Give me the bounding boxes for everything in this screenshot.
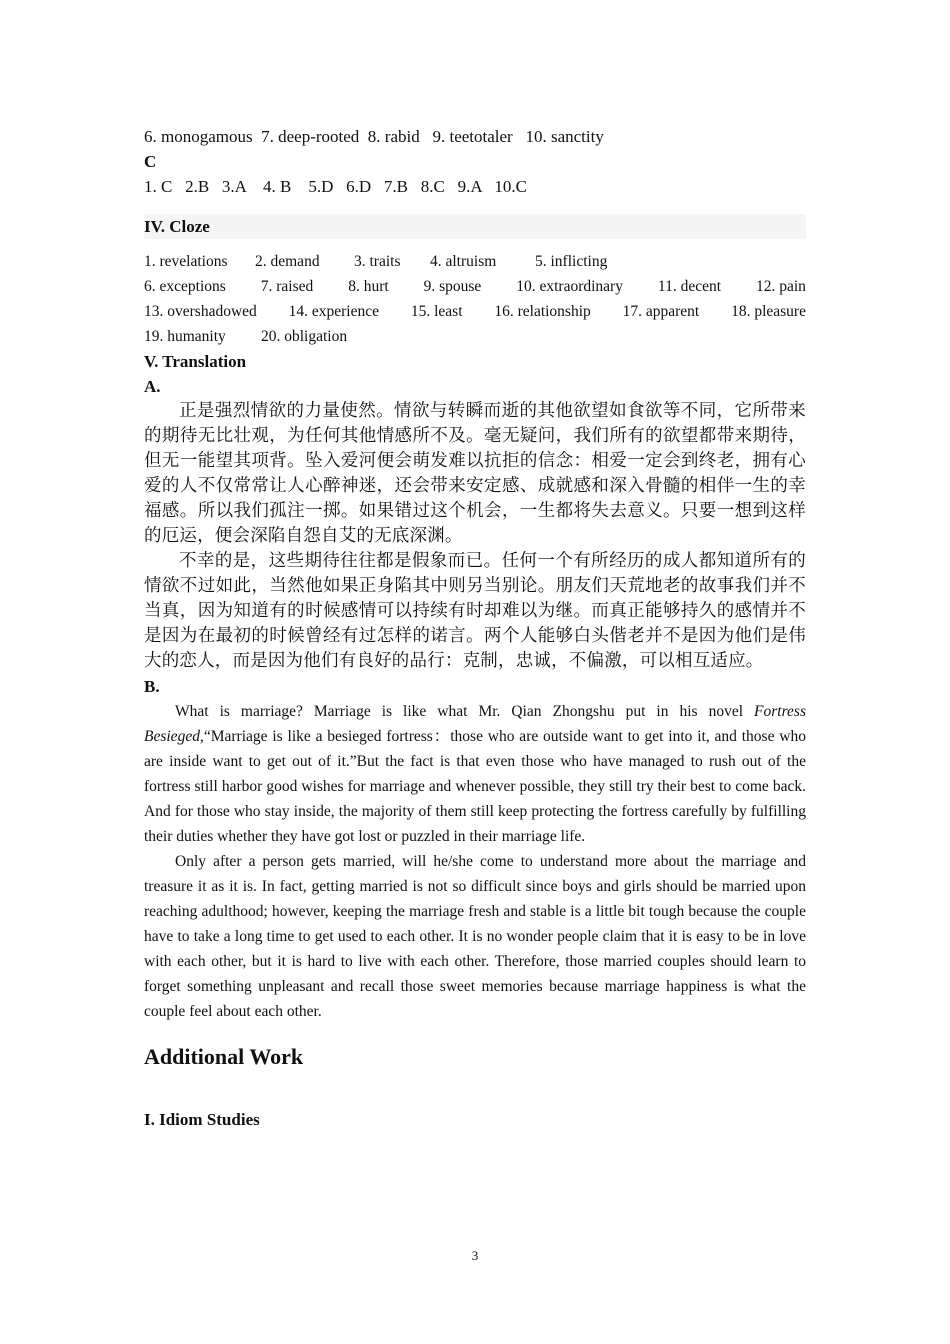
translation-b-paragraph-2: Only after a person gets married, will he/she come to understand more about the marriage and treasure it as it is. In fact, getting married is not so difficult since boys and girls should be married upon reaching adulthood; however, keeping the marriage fresh and stable is a little bit tough because the couple have to take a long time to get used to each other. It is no wonder people claim that it is easy to be in love with each other, but it is hard to live with each other. Therefore, those married couples should learn to forget something unpleasant and recall those sweet memories because marriage happiness is what the couple feel about each other.	[144, 853, 806, 1020]
answers-b-line: 6. monogamous 7. deep-rooted 8. rabid 9. teetotaler 10. sanctity	[144, 127, 604, 146]
translation-a-label: A.	[144, 377, 161, 396]
cloze-answer: 15. least	[410, 303, 463, 320]
answers-c-line: 1. C 2.B 3.A 4. B 5.D 6.D 7.B 8.C 9.A 10.C	[144, 177, 528, 196]
translation-heading: V. Translation	[144, 352, 247, 371]
novel-title: Fortress Besieged	[144, 703, 806, 745]
cloze-answer: 16. relationship	[494, 303, 591, 320]
cloze-answer: 18. pleasure	[731, 303, 806, 320]
additional-work-heading: Additional Work	[144, 1044, 304, 1069]
cloze-answer: 8. hurt	[348, 278, 389, 295]
cloze-answer: 11. decent	[657, 278, 722, 295]
translation-b-text: ,“Marriage is like a besieged fortress：those who are outside want to get into it, and those who are inside want to get out of it.”But the fact is that even those who have managed to rush out of the fortress still harbor good wishes for marriage and whenever possible, they still try their best to come back. And for those who stay inside, the majority of them still keep protecting the fortress carefully by fulfilling their duties whether they have got lost or puzzled in their marriage life.	[144, 728, 806, 845]
cloze-answer: 17. apparent	[622, 303, 700, 320]
idiom-studies-heading: I. Idiom Studies	[144, 1110, 260, 1129]
cloze-answer: 20. obligation	[261, 328, 348, 345]
cloze-answer: 1. revelations	[144, 253, 228, 270]
page-number: 3	[471, 1248, 479, 1263]
cloze-answer: 14. experience	[288, 303, 379, 320]
cloze-answer: 13. overshadowed	[144, 303, 257, 320]
cloze-row	[144, 274, 806, 299]
cloze-answer: 3. traits	[354, 253, 401, 270]
cloze-row	[144, 249, 806, 274]
translation-b-text: What is marriage? Marriage is like what Mr. Qian Zhongshu put in his novel	[175, 703, 755, 720]
cloze-answer: 2. demand	[255, 253, 320, 270]
cloze-answer: 7. raised	[260, 278, 314, 295]
cloze-answer: 4. altruism	[430, 253, 497, 270]
translation-a-paragraph-2: 不幸的是，这些期待往往都是假象而已。任何一个有所经历的成人都知道所有的情欲不过如此，当然他如果正身陷其中则另当别论。朋友们天荒地老的故事我们并不当真，因为知道有的时候感情可以持续有时却难以为继。而真正能够持久的感情并不是因为在最初的时候曾经有过怎样的诺言。两个人能够白头偕老并不是因为他们是伟大的恋人，而是因为他们有良好的品行：克制，忠诚，不偏激，可以相互适应。	[144, 551, 806, 671]
translation-b-paragraph-1	[144, 699, 806, 849]
cloze-answer: 6. exceptions	[144, 278, 226, 295]
cloze-heading: IV. Cloze	[144, 214, 806, 239]
cloze-answer: 19. humanity	[144, 328, 226, 345]
cloze-answer: 5. inflicting	[535, 253, 608, 270]
cloze-answer: 12. pain	[755, 278, 806, 295]
cloze-answers	[144, 249, 806, 349]
cloze-row	[144, 324, 806, 349]
translation-b-label: B.	[144, 677, 160, 696]
page-content	[144, 124, 806, 1132]
section-c-label: C	[144, 152, 157, 171]
cloze-answer: 10. extraordinary	[516, 278, 623, 295]
cloze-answer: 9. spouse	[423, 278, 482, 295]
translation-a-paragraph-1: 正是强烈情欲的力量使然。情欲与转瞬而逝的其他欲望如食欲等不同，它所带来的期待无比壮观，为任何其他情感所不及。毫无疑问，我们所有的欲望都带来期待，但无一能望其项背。坠入爱河便会萌发难以抗拒的信念：相爱一定会到终老，拥有心爱的人不仅常常让人心醉神迷，还会带来安定感、成就感和深入骨髓的相伴一生的幸福感。所以我们孤注一掷。如果错过这个机会，一生都将失去意义。只要一想到这样的厄运，便会深陷自怨自艾的无底深渊。	[144, 401, 806, 546]
cloze-row	[144, 299, 806, 324]
